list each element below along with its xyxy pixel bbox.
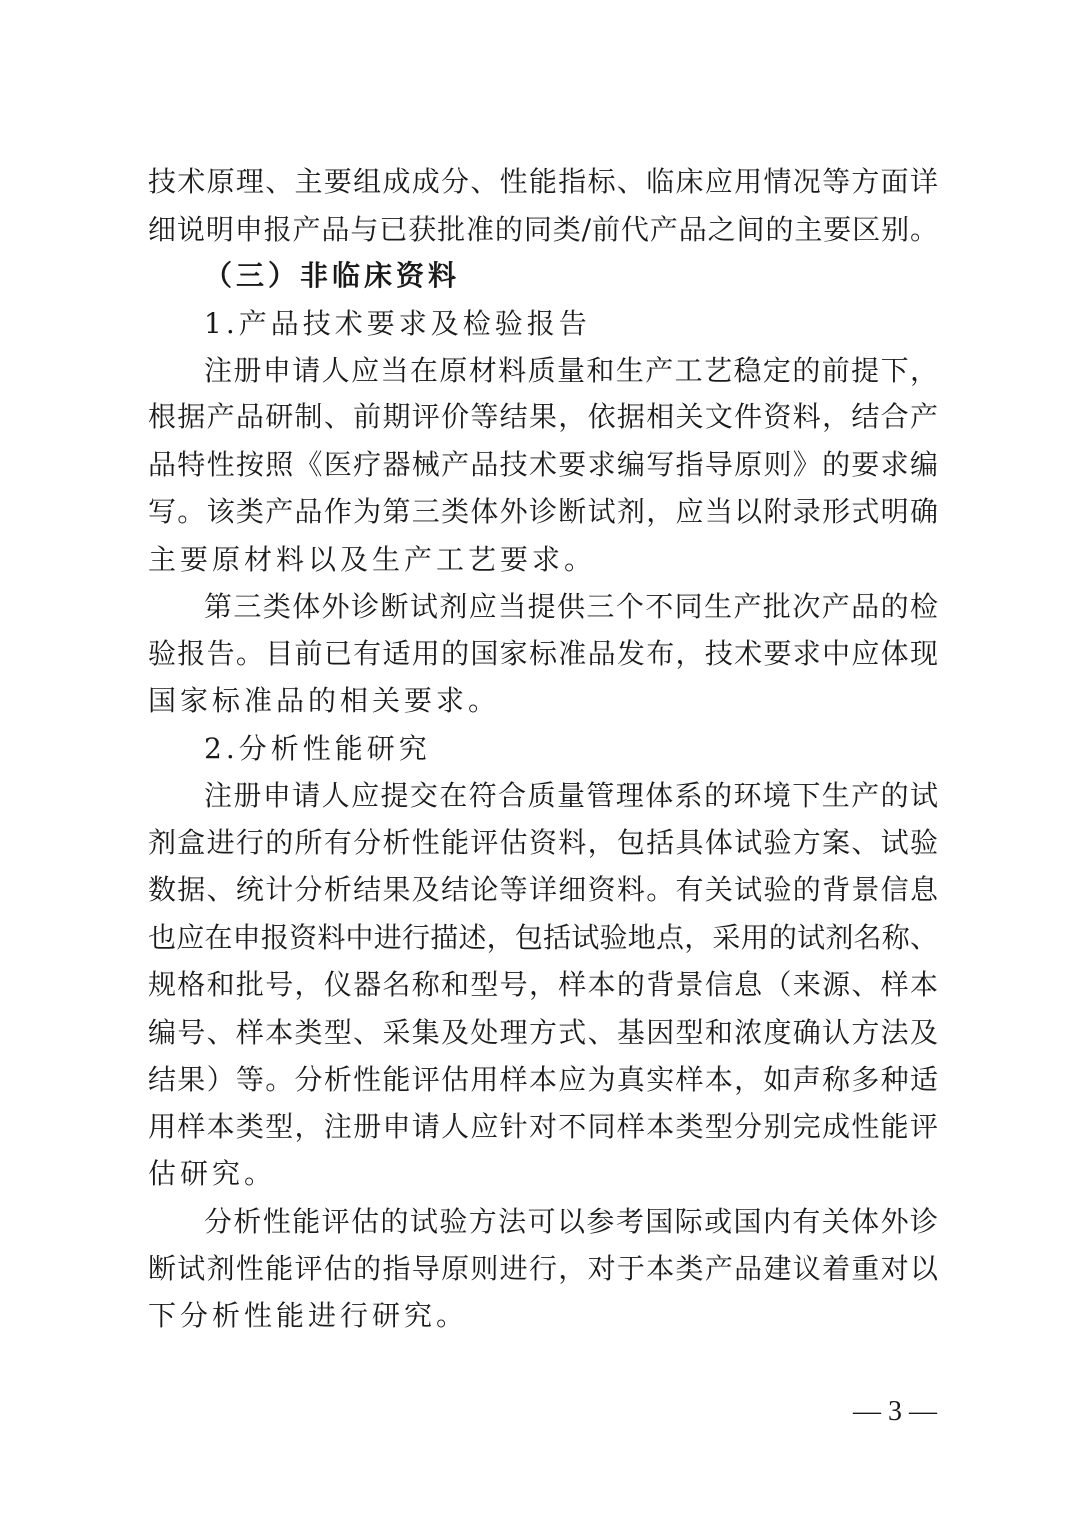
body-text-line: 编号、样本类型、采集及处理方式、基因型和浓度确认方法及	[148, 1016, 938, 1049]
page-number: — 3 —	[853, 1396, 937, 1427]
body-text-line: 断试剂性能评估的指导原则进行，对于本类产品建议着重对以	[148, 1252, 938, 1285]
body-text-line: 结果）等。分析性能评估用样本应为真实样本，如声称多种适	[148, 1063, 938, 1096]
section-heading-nonclinical: （三）非临床资料	[204, 259, 461, 292]
subsection-heading-1: 1.产品技术要求及检验报告	[204, 307, 591, 340]
body-text-line: 用样本类型，注册申请人应针对不同样本类型分别完成性能评	[148, 1110, 938, 1143]
body-text-line: 写。该类产品作为第三类体外诊断试剂，应当以附录形式明确	[148, 495, 938, 528]
body-text-line: 技术原理、主要组成成分、性能指标、临床应用情况等方面详	[148, 165, 938, 198]
body-text-line: 主要原材料以及生产工艺要求。	[148, 543, 597, 576]
body-text-line: 剂盒进行的所有分析性能评估资料，包括具体试验方案、试验	[148, 826, 938, 859]
body-text-line: 根据产品研制、前期评价等结果，依据相关文件资料，结合产	[148, 400, 938, 433]
body-text-line: 分析性能评估的试验方法可以参考国际或国内有关体外诊	[204, 1205, 938, 1238]
body-text-line: 下分析性能进行研究。	[148, 1299, 469, 1332]
body-text-line: 规格和批号，仪器名称和型号，样本的背景信息（来源、样本	[148, 968, 938, 1001]
body-text-line: 国家标准品的相关要求。	[148, 684, 501, 717]
body-text-line: 第三类体外诊断试剂应当提供三个不同生产批次产品的检	[204, 590, 938, 623]
body-text-line: 估研究。	[148, 1157, 277, 1190]
body-text-line: 数据、统计分析结果及结论等详细资料。有关试验的背景信息	[148, 873, 938, 906]
body-text-line: 细说明申报产品与已获批准的同类/前代产品之间的主要区别。	[148, 213, 938, 246]
body-text-line: 也应在申报资料中进行描述，包括试验地点，采用的试剂名称、	[148, 921, 938, 954]
body-text-line: 注册申请人应提交在符合质量管理体系的环境下生产的试	[204, 779, 938, 812]
body-text-line: 验报告。目前已有适用的国家标准品发布，技术要求中应体现	[148, 637, 938, 670]
subsection-heading-2: 2.分析性能研究	[204, 732, 431, 765]
body-text-line: 注册申请人应当在原材料质量和生产工艺稳定的前提下，	[204, 354, 938, 387]
body-text-line: 品特性按照《医疗器械产品技术要求编写指导原则》的要求编	[148, 448, 938, 481]
